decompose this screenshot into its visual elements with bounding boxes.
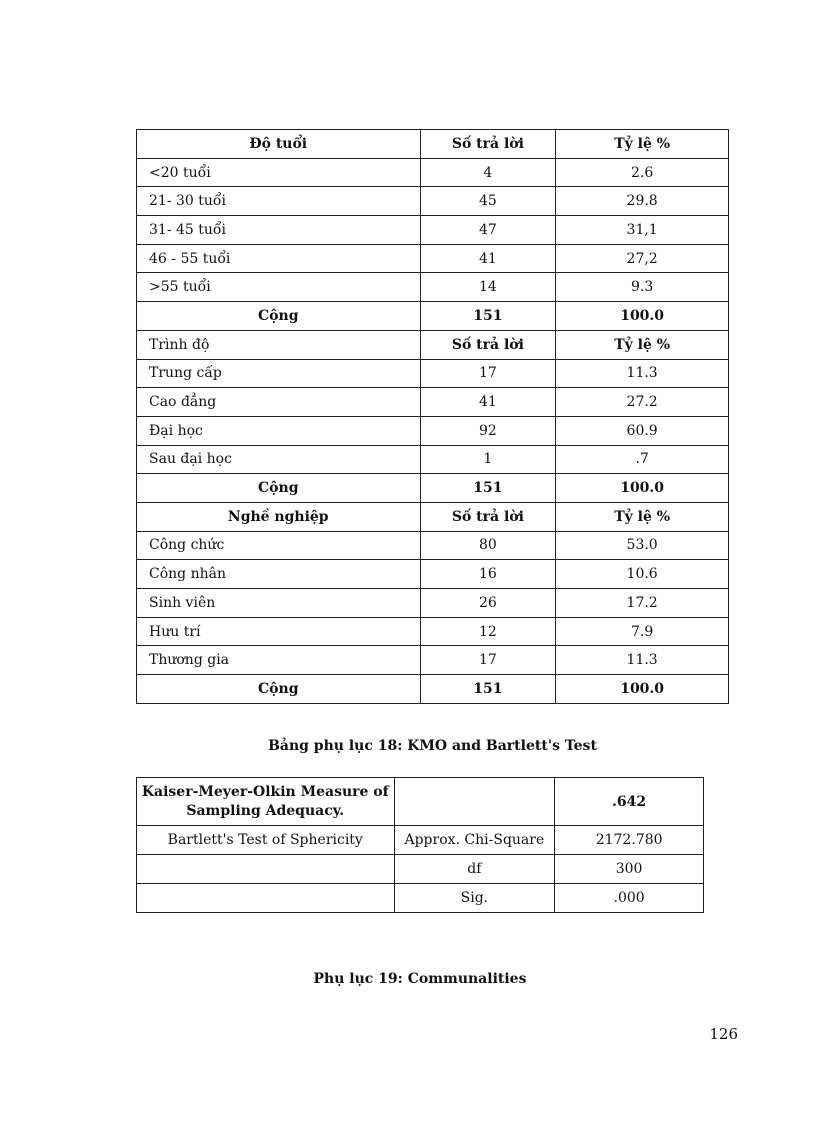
row-percent: 7.9 [556,617,729,646]
bartlett-stat-label: Approx. Chi-Square [394,826,555,855]
bartlett-row [137,826,704,855]
row-count: 45 [420,187,556,216]
kmo-value: .642 [555,778,704,826]
table-row [137,359,729,388]
row-label: Công chức [137,531,421,560]
column-header-count: Số trả lời [420,130,556,159]
row-count: 17 [420,359,556,388]
bartlett-stat-label: df [394,855,555,884]
row-percent: 27.2 [556,388,729,417]
row-count: 41 [420,244,556,273]
section-header-row [137,502,729,531]
row-count: 12 [420,617,556,646]
table-row [137,617,729,646]
column-header-percent: Tỷ lệ % [556,330,729,359]
row-label: 21- 30 tuổi [137,187,421,216]
row-label: Thương gia [137,646,421,675]
row-count: 41 [420,388,556,417]
total-count: 151 [420,675,556,704]
row-percent: 9.3 [556,273,729,302]
total-label: Cộng [137,675,421,704]
row-label: Đại học [137,416,421,445]
table-row [137,589,729,618]
row-label: Sau đại học [137,445,421,474]
column-header-percent: Tỷ lệ % [556,130,729,159]
table-row [137,560,729,589]
table-row [137,187,729,216]
row-count: 1 [420,445,556,474]
empty-cell [137,884,395,913]
section-header-label: Trình độ [137,330,421,359]
row-label: >55 tuổi [137,273,421,302]
row-count: 17 [420,646,556,675]
total-row [137,302,729,331]
row-percent: .7 [556,445,729,474]
row-count: 92 [420,416,556,445]
row-percent: 27,2 [556,244,729,273]
row-percent: 11.3 [556,646,729,675]
bartlett-row [137,884,704,913]
total-label: Cộng [137,302,421,331]
kmo-caption: Bảng phụ lục 18: KMO and Bartlett's Test [268,738,597,754]
row-percent: 29.8 [556,187,729,216]
column-header-count: Số trả lời [420,502,556,531]
bartlett-stat-value: .000 [555,884,704,913]
table-row [137,531,729,560]
column-header-percent: Tỷ lệ % [556,502,729,531]
row-count: 4 [420,158,556,187]
section-header-label: Nghề nghiệp [137,502,421,531]
table-row [137,158,729,187]
section-header-label: Độ tuổi [137,130,421,159]
row-percent: 53.0 [556,531,729,560]
table-row [137,416,729,445]
empty-cell [137,855,395,884]
row-percent: 17.2 [556,589,729,618]
total-count: 151 [420,474,556,503]
demographics-table [136,129,729,704]
bartlett-stat-label: Sig. [394,884,555,913]
total-label: Cộng [137,474,421,503]
table-row [137,445,729,474]
total-percent: 100.0 [556,302,729,331]
section-header-row [137,130,729,159]
row-percent: 60.9 [556,416,729,445]
bartlett-stat-value: 300 [555,855,704,884]
page-number: 126 [709,1025,738,1043]
row-count: 47 [420,216,556,245]
communalities-caption: Phụ lục 19: Communalities [313,971,527,987]
section-header-row [137,330,729,359]
row-label: Công nhân [137,560,421,589]
row-label: Cao đẳng [137,388,421,417]
row-label: <20 tuổi [137,158,421,187]
row-label: 31- 45 tuổi [137,216,421,245]
row-label: 46 - 55 tuổi [137,244,421,273]
row-label: Hưu trí [137,617,421,646]
kmo-row [137,778,704,826]
total-percent: 100.0 [556,474,729,503]
column-header-count: Số trả lời [420,330,556,359]
total-count: 151 [420,302,556,331]
table-row [137,646,729,675]
table-row [137,216,729,245]
row-label: Sinh viên [137,589,421,618]
row-percent: 31,1 [556,216,729,245]
row-percent: 11.3 [556,359,729,388]
row-percent: 10.6 [556,560,729,589]
table-row [137,273,729,302]
row-count: 80 [420,531,556,560]
table-row [137,244,729,273]
row-count: 16 [420,560,556,589]
total-row [137,474,729,503]
total-percent: 100.0 [556,675,729,704]
table-row [137,388,729,417]
kmo-bartlett-table [136,777,704,913]
kmo-label: Kaiser-Meyer-Olkin Measure of Sampling Adequacy. [137,778,395,826]
row-percent: 2.6 [556,158,729,187]
bartlett-stat-value: 2172.780 [555,826,704,855]
row-count: 14 [420,273,556,302]
bartlett-row [137,855,704,884]
bartlett-label: Bartlett's Test of Sphericity [137,826,395,855]
kmo-empty-cell [394,778,555,826]
total-row [137,675,729,704]
row-label: Trung cấp [137,359,421,388]
row-count: 26 [420,589,556,618]
